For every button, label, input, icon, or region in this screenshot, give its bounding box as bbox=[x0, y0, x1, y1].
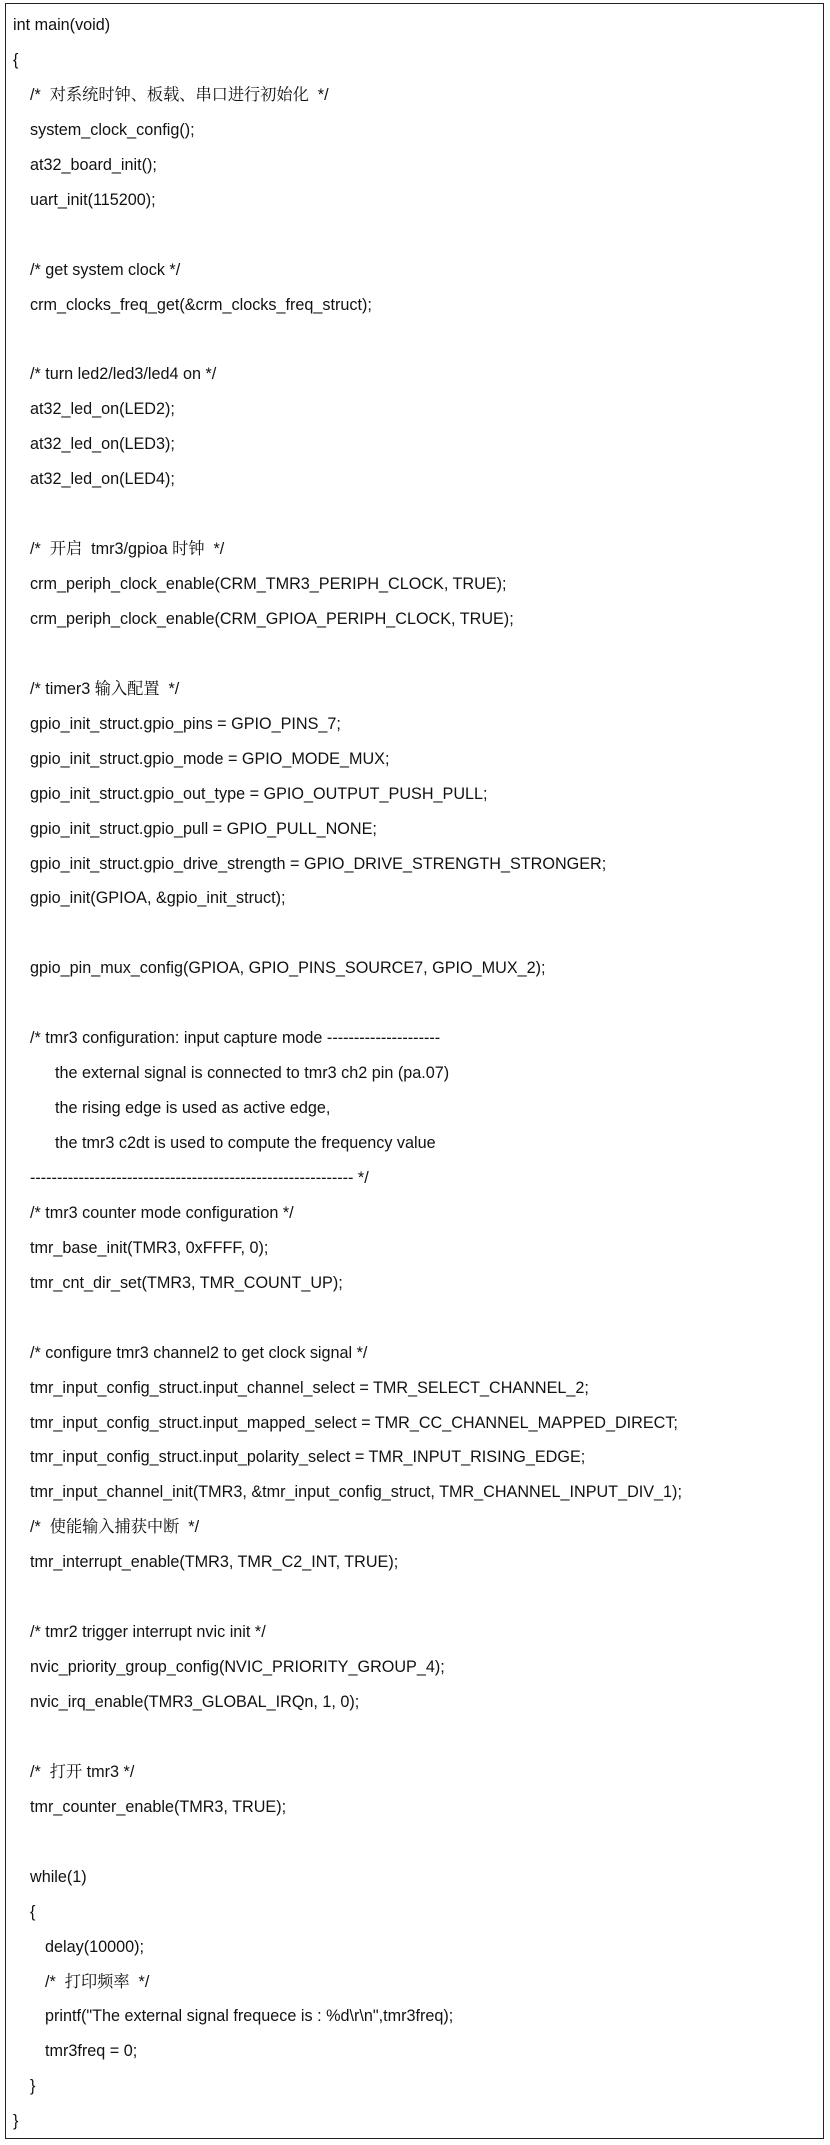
code-comment: /* 开启 tmr3/gpioa 时钟 */ bbox=[30, 540, 225, 559]
code-line: gpio_init_struct.gpio_pull = GPIO_PULL_NONE; bbox=[30, 819, 377, 838]
code-comment: /* tmr2 trigger interrupt nvic init */ bbox=[30, 1623, 266, 1642]
code-line: tmr3freq = 0; bbox=[45, 2042, 138, 2061]
code-comment: /* 打印频率 */ bbox=[45, 1972, 150, 1991]
code-comment: /* configure tmr3 channel2 to get clock signal */ bbox=[30, 1343, 368, 1362]
code-line: tmr_input_config_struct.input_channel_select = TMR_SELECT_CHANNEL_2; bbox=[30, 1378, 589, 1397]
code-line: system_clock_config(); bbox=[30, 120, 195, 139]
code-line: delay(10000); bbox=[45, 1937, 144, 1956]
code-comment: /* turn led2/led3/led4 on */ bbox=[30, 365, 217, 384]
code-comment: the external signal is connected to tmr3 ch2 pin (pa.07) bbox=[55, 1064, 450, 1083]
code-comment: /* timer3 输入配置 */ bbox=[30, 679, 180, 698]
code-line: crm_clocks_freq_get(&crm_clocks_freq_struct); bbox=[30, 295, 372, 314]
code-line: } bbox=[13, 2112, 19, 2131]
code-line: at32_led_on(LED4); bbox=[30, 470, 175, 489]
code-line: at32_board_init(); bbox=[30, 155, 157, 174]
code-blank-line bbox=[6, 916, 823, 951]
code-line: tmr_input_channel_init(TMR3, &tmr_input_config_struct, TMR_CHANNEL_INPUT_DIV_1); bbox=[30, 1483, 682, 1502]
code-comment: /* tmr3 counter mode configuration */ bbox=[30, 1203, 294, 1222]
code-line: tmr_base_init(TMR3, 0xFFFF, 0); bbox=[30, 1238, 269, 1257]
code-comment: /* 打开 tmr3 */ bbox=[30, 1762, 135, 1781]
code-line: nvic_priority_group_config(NVIC_PRIORITY_GROUP_4); bbox=[30, 1658, 445, 1677]
code-blank-line bbox=[6, 322, 823, 357]
code-line: gpio_pin_mux_config(GPIOA, GPIO_PINS_SOURCE7, GPIO_MUX_2); bbox=[30, 959, 546, 978]
code-blank-line bbox=[6, 218, 823, 253]
code-line: tmr_counter_enable(TMR3, TRUE); bbox=[30, 1797, 287, 1816]
code-line: nvic_irq_enable(TMR3_GLOBAL_IRQn, 1, 0); bbox=[30, 1693, 360, 1711]
code-line: gpio_init_struct.gpio_out_type = GPIO_OUTPUT_PUSH_PULL; bbox=[30, 784, 488, 803]
code-line: { bbox=[13, 50, 19, 69]
code-blank-line bbox=[6, 497, 823, 532]
code-line: while(1) bbox=[30, 1867, 87, 1886]
code-comment: the tmr3 c2dt is used to compute the frequency value bbox=[55, 1134, 436, 1152]
code-blank-line bbox=[6, 1825, 823, 1860]
code-comment: /* 使能输入捕获中断 */ bbox=[30, 1518, 200, 1537]
code-line: at32_led_on(LED2); bbox=[30, 400, 175, 419]
code-blank-line bbox=[6, 1720, 823, 1755]
code-line: { bbox=[30, 1902, 36, 1921]
code-line: int main(void) bbox=[13, 16, 111, 34]
code-blank-line bbox=[6, 637, 823, 672]
code-lines bbox=[6, 4, 823, 2139]
code-line: at32_led_on(LED3); bbox=[30, 435, 175, 454]
code-line: gpio_init_struct.gpio_pins = GPIO_PINS_7; bbox=[30, 714, 341, 733]
code-line: tmr_input_config_struct.input_mapped_select = TMR_CC_CHANNEL_MAPPED_DIRECT; bbox=[30, 1413, 678, 1432]
code-line: crm_periph_clock_enable(CRM_TMR3_PERIPH_CLOCK, TRUE); bbox=[30, 575, 507, 593]
code-line: printf("The external signal frequece is : %d\r\n",tmr3freq); bbox=[45, 2007, 454, 2026]
code-line: } bbox=[30, 2077, 36, 2096]
code-comment: the rising edge is used as active edge, bbox=[55, 1099, 331, 1118]
code-line: tmr_cnt_dir_set(TMR3, TMR_COUNT_UP); bbox=[30, 1273, 343, 1292]
code-comment: /* 对系统时钟、板载、串口进行初始化 */ bbox=[30, 85, 329, 104]
code-comment: /* get system clock */ bbox=[30, 260, 181, 279]
code-blank-line bbox=[6, 1301, 823, 1336]
code-line: tmr_interrupt_enable(TMR3, TMR_C2_INT, TRUE); bbox=[30, 1553, 399, 1572]
code-blank-line bbox=[6, 986, 823, 1021]
code-line: gpio_init_struct.gpio_mode = GPIO_MODE_MUX; bbox=[30, 749, 390, 768]
code-comment: ------------------------------------------------------------ */ bbox=[30, 1168, 369, 1187]
code-line: tmr_input_config_struct.input_polarity_select = TMR_INPUT_RISING_EDGE; bbox=[30, 1448, 586, 1467]
code-comment: /* tmr3 configuration: input capture mode --------------------- bbox=[30, 1029, 441, 1048]
code-block bbox=[5, 3, 824, 2139]
code-line: crm_periph_clock_enable(CRM_GPIOA_PERIPH_CLOCK, TRUE); bbox=[30, 609, 514, 628]
code-line: uart_init(115200); bbox=[30, 190, 156, 209]
code-line: gpio_init_struct.gpio_drive_strength = GPIO_DRIVE_STRENGTH_STRONGER; bbox=[30, 854, 607, 873]
code-line: gpio_init(GPIOA, &gpio_init_struct); bbox=[30, 889, 286, 908]
code-blank-line bbox=[6, 1580, 823, 1615]
